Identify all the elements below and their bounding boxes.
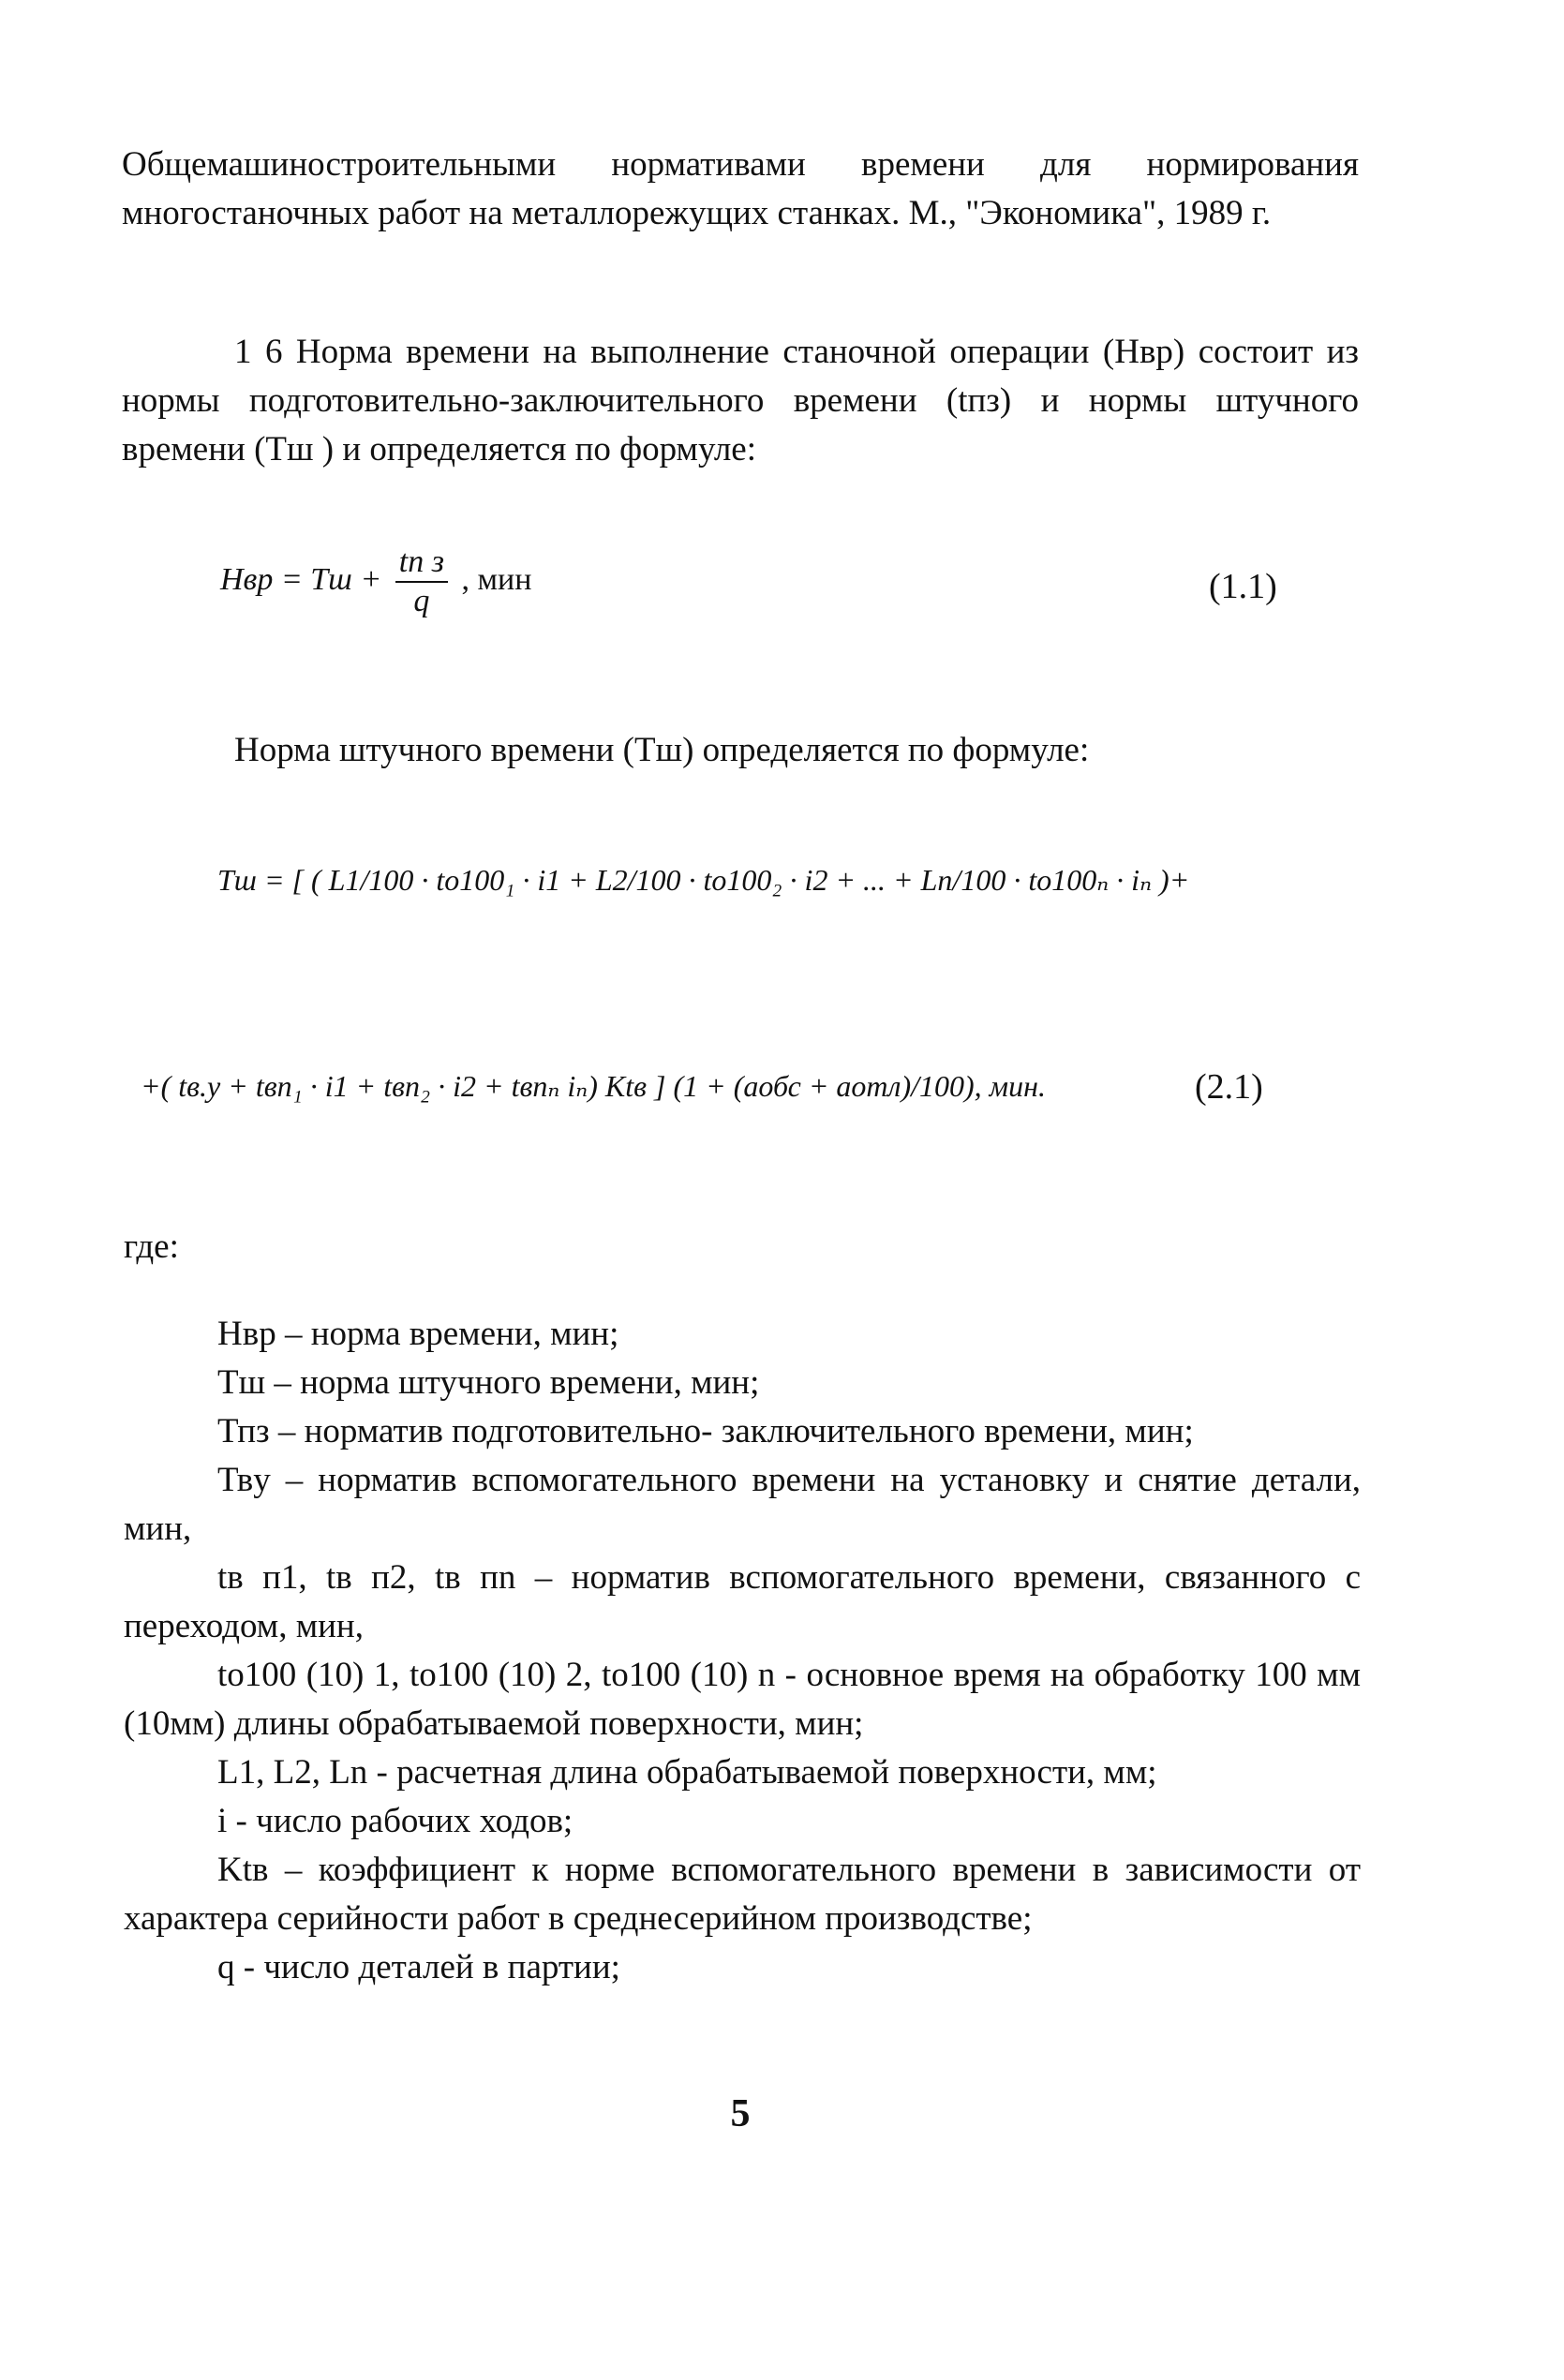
where-label: где: [124, 1227, 179, 1266]
tsh-heading: Норма штучного времени (Тш) определяется по формуле: [234, 731, 1090, 769]
def-ktv: Ktв – коэффициент к норме вспомогательного времени в зависимости от характера серийности работ в среднесерийном производстве; [124, 1851, 1361, 1938]
def-to: to100 (10) 1, to100 (10) 2, to100 (10) n - основное время на обработку 100 мм (10мм) длины обрабатываемой поверхности, мин; [124, 1656, 1361, 1743]
def-tvu: Твy – норматив вспомогательного времени на установку и снятие детали, мин, [124, 1461, 1361, 1548]
formula-1-unit: , мин [461, 561, 532, 597]
formula-1-1 [220, 543, 531, 620]
page-number: 5 [730, 2092, 751, 2135]
section-paragraph: 1 6 Норма времени на выполнение станочной операции (Нвр) состоит из нормы подготовительно-заключительного времени (tпз) и нормы штучного времени (Тш ) и определяется по формуле: [122, 333, 1359, 469]
formula-1-fraction [395, 543, 448, 620]
def-length: L1, L2, Ln - расчетная длина обрабатываемой поверхности, мм; [217, 1753, 1157, 1792]
def-tpz: Тпз – норматив подготовительно- заключительного времени, мин; [217, 1412, 1194, 1450]
formula-2-line-1: Тш = [ ( L1/100 · to100₁ · i1 + L2/100 · to100₂ · i2 + ... + Ln/100 · to100ₙ · iₙ )+ [217, 863, 1190, 897]
formula-1-denominator: q [413, 584, 430, 618]
formula-1-lhs: Нвр = Тш + [220, 561, 382, 597]
def-tvp: tв п1, tв п2, tв пn – норматив вспомогательного времени, связанного с переходом, мин, [124, 1558, 1361, 1645]
formula-2-number: (2.1) [1195, 1067, 1263, 1107]
def-q: q - число деталей в партии; [217, 1948, 620, 1986]
def-passes: i - число рабочих ходов; [217, 1802, 573, 1840]
formula-1-numerator: tп з [395, 543, 448, 583]
def-nvr: Нвр – норма времени, мин; [217, 1315, 619, 1353]
def-tsh: Тш – норма штучного времени, мин; [217, 1363, 760, 1402]
intro-paragraph: Общемашиностроительными нормативами времени для нормирования многостаночных работ на металлорежущих станках. М., "Экономика", 1989 г. [122, 145, 1359, 232]
formula-2-line-2: +( tв.у + tвп₁ · i1 + tвп₂ · i2 + tвпₙ iₙ) Ktв ] (1 + (aобс + aотл)/100), мин. [141, 1069, 1046, 1103]
formula-1-number: (1.1) [1209, 567, 1277, 606]
